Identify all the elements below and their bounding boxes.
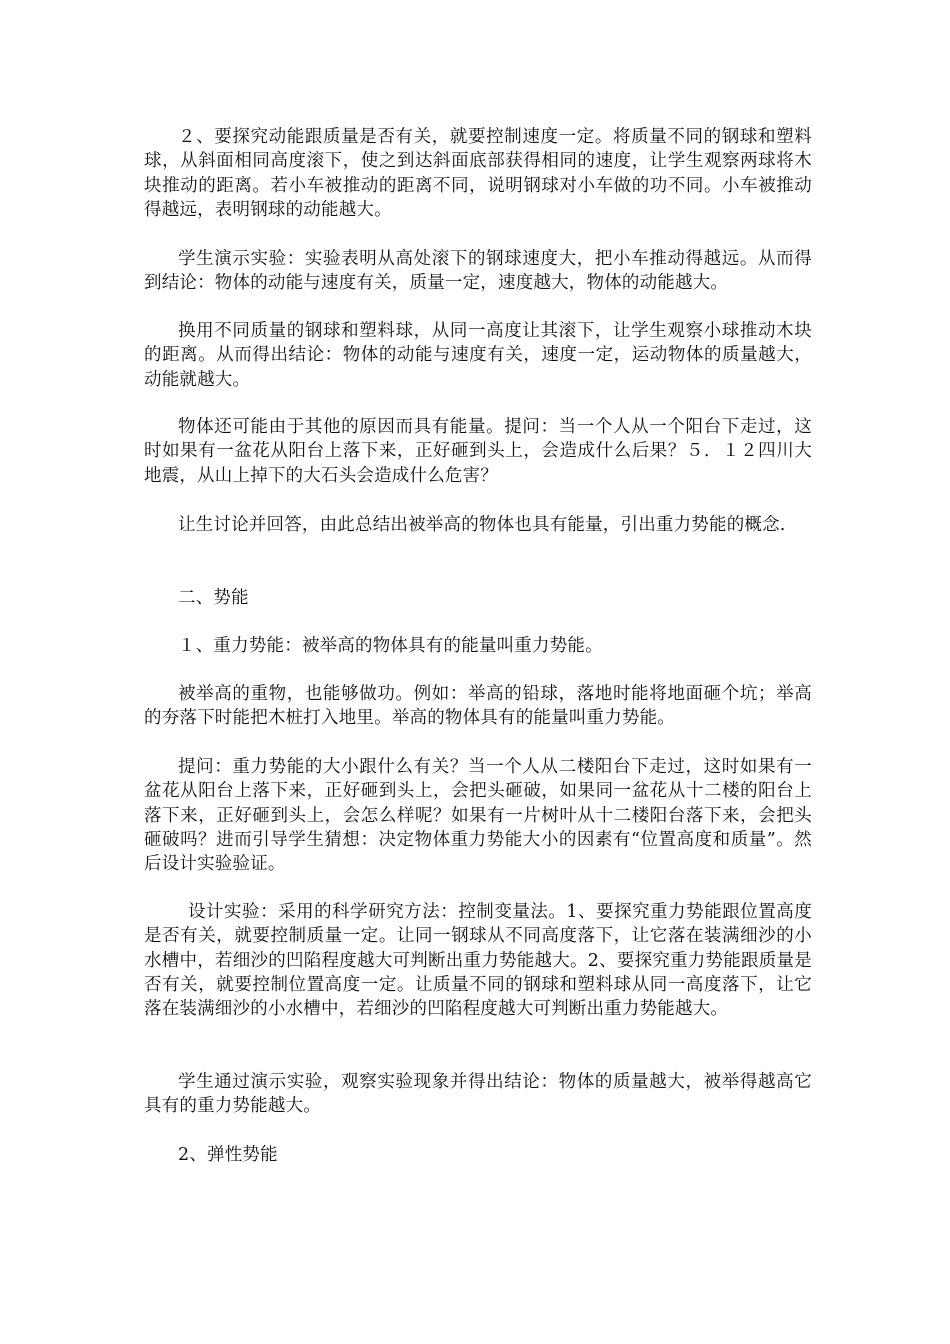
subheading-gravitational-potential-energy: １、重力势能：被举高的物体具有的能量叫重力势能。 — [178, 636, 603, 656]
paragraph-experiment-design: 设计实验：采用的科学研究方法：控制变量法。1、要探究重力势能跟位置高度是否有关，就要控制质量一定。让同一钢球从不同高度落下，让它落在装满细沙的小水槽中，若细沙的凹陷程度越大可判断出重力势能越大。2、要探究重力势能跟质量是否有关，就要控制位置高度一定。让质量不同的钢球和塑料球从同一高度落下，让它落在装满细沙的小水槽中，若细沙的凹陷程度越大可判断出重力势能越大。 — [144, 902, 812, 1020]
paragraph-other-energy-question: 物体还可能由于其他的原因而具有能量。提问：当一个人从一个阳台下走过，这时如果有一盆花从阳台上落下来，正好砸到头上，会造成什么后果？５．１２四川大地震，从山上掉下的大石头会造成什么危害？ — [144, 417, 812, 486]
paragraph-different-mass-balls: 换用不同质量的钢球和塑料球，从同一高度让其滚下，让学生观察小球推动木块的距离。从而得出结论：物体的动能与速度有关，速度一定，运动物体的质量越大，动能就越大。 — [144, 321, 812, 390]
paragraph-discussion: 让生讨论并回答，由此总结出被举高的物体也具有能量，引出重力势能的概念. — [178, 515, 786, 535]
section-heading-potential-energy: 二、势能 — [178, 588, 249, 608]
subheading-elastic-potential-energy: 2、弹性势能 — [178, 1145, 278, 1165]
paragraph-student-demo-speed: 学生演示实验：实验表明从高处滚下的钢球速度大，把小车推动得越远。从而得到结论：物体的动能与速度有关，质量一定，速度越大，物体的动能越大。 — [144, 249, 812, 294]
paragraph-raised-object-work: 被举高的重物，也能够做功。例如：举高的铅球，落地时能将地面砸个坑；举高的夯落下时能把木桩打入地里。举高的物体具有的能量叫重力势能。 — [144, 684, 812, 729]
paragraph-question-factors: 提问：重力势能的大小跟什么有关？当一个人从二楼阳台下走过，这时如果有一盆花从阳台上落下来，正好砸到头上，会把头砸破，如果同一盆花从十二楼的阳台上落下来，正好砸到头上，会怎么样呢？如果有一片树叶从十二楼阳台落下来，会把头砸破吗？进而引导学生猜想：决定物体重力势能大小的因素有“位置高度和质量”。然后设计实验验证。 — [144, 757, 812, 875]
paragraph-conclusion: 学生通过演示实验，观察实验现象并得出结论：物体的质量越大，被举得越高它具有的重力势能越大。 — [144, 1072, 812, 1117]
paragraph-kinetic-energy-mass: ２、要探究动能跟质量是否有关，就要控制速度一定。将质量不同的钢球和塑料球，从斜面相同高度滚下，使之到达斜面底部获得相同的速度，让学生观察两球将木块推动的距离。若小车被推动的距离不同，说明钢球对小车做的功不同。小车被推动得越远，表明钢球的动能越大。 — [144, 127, 812, 220]
